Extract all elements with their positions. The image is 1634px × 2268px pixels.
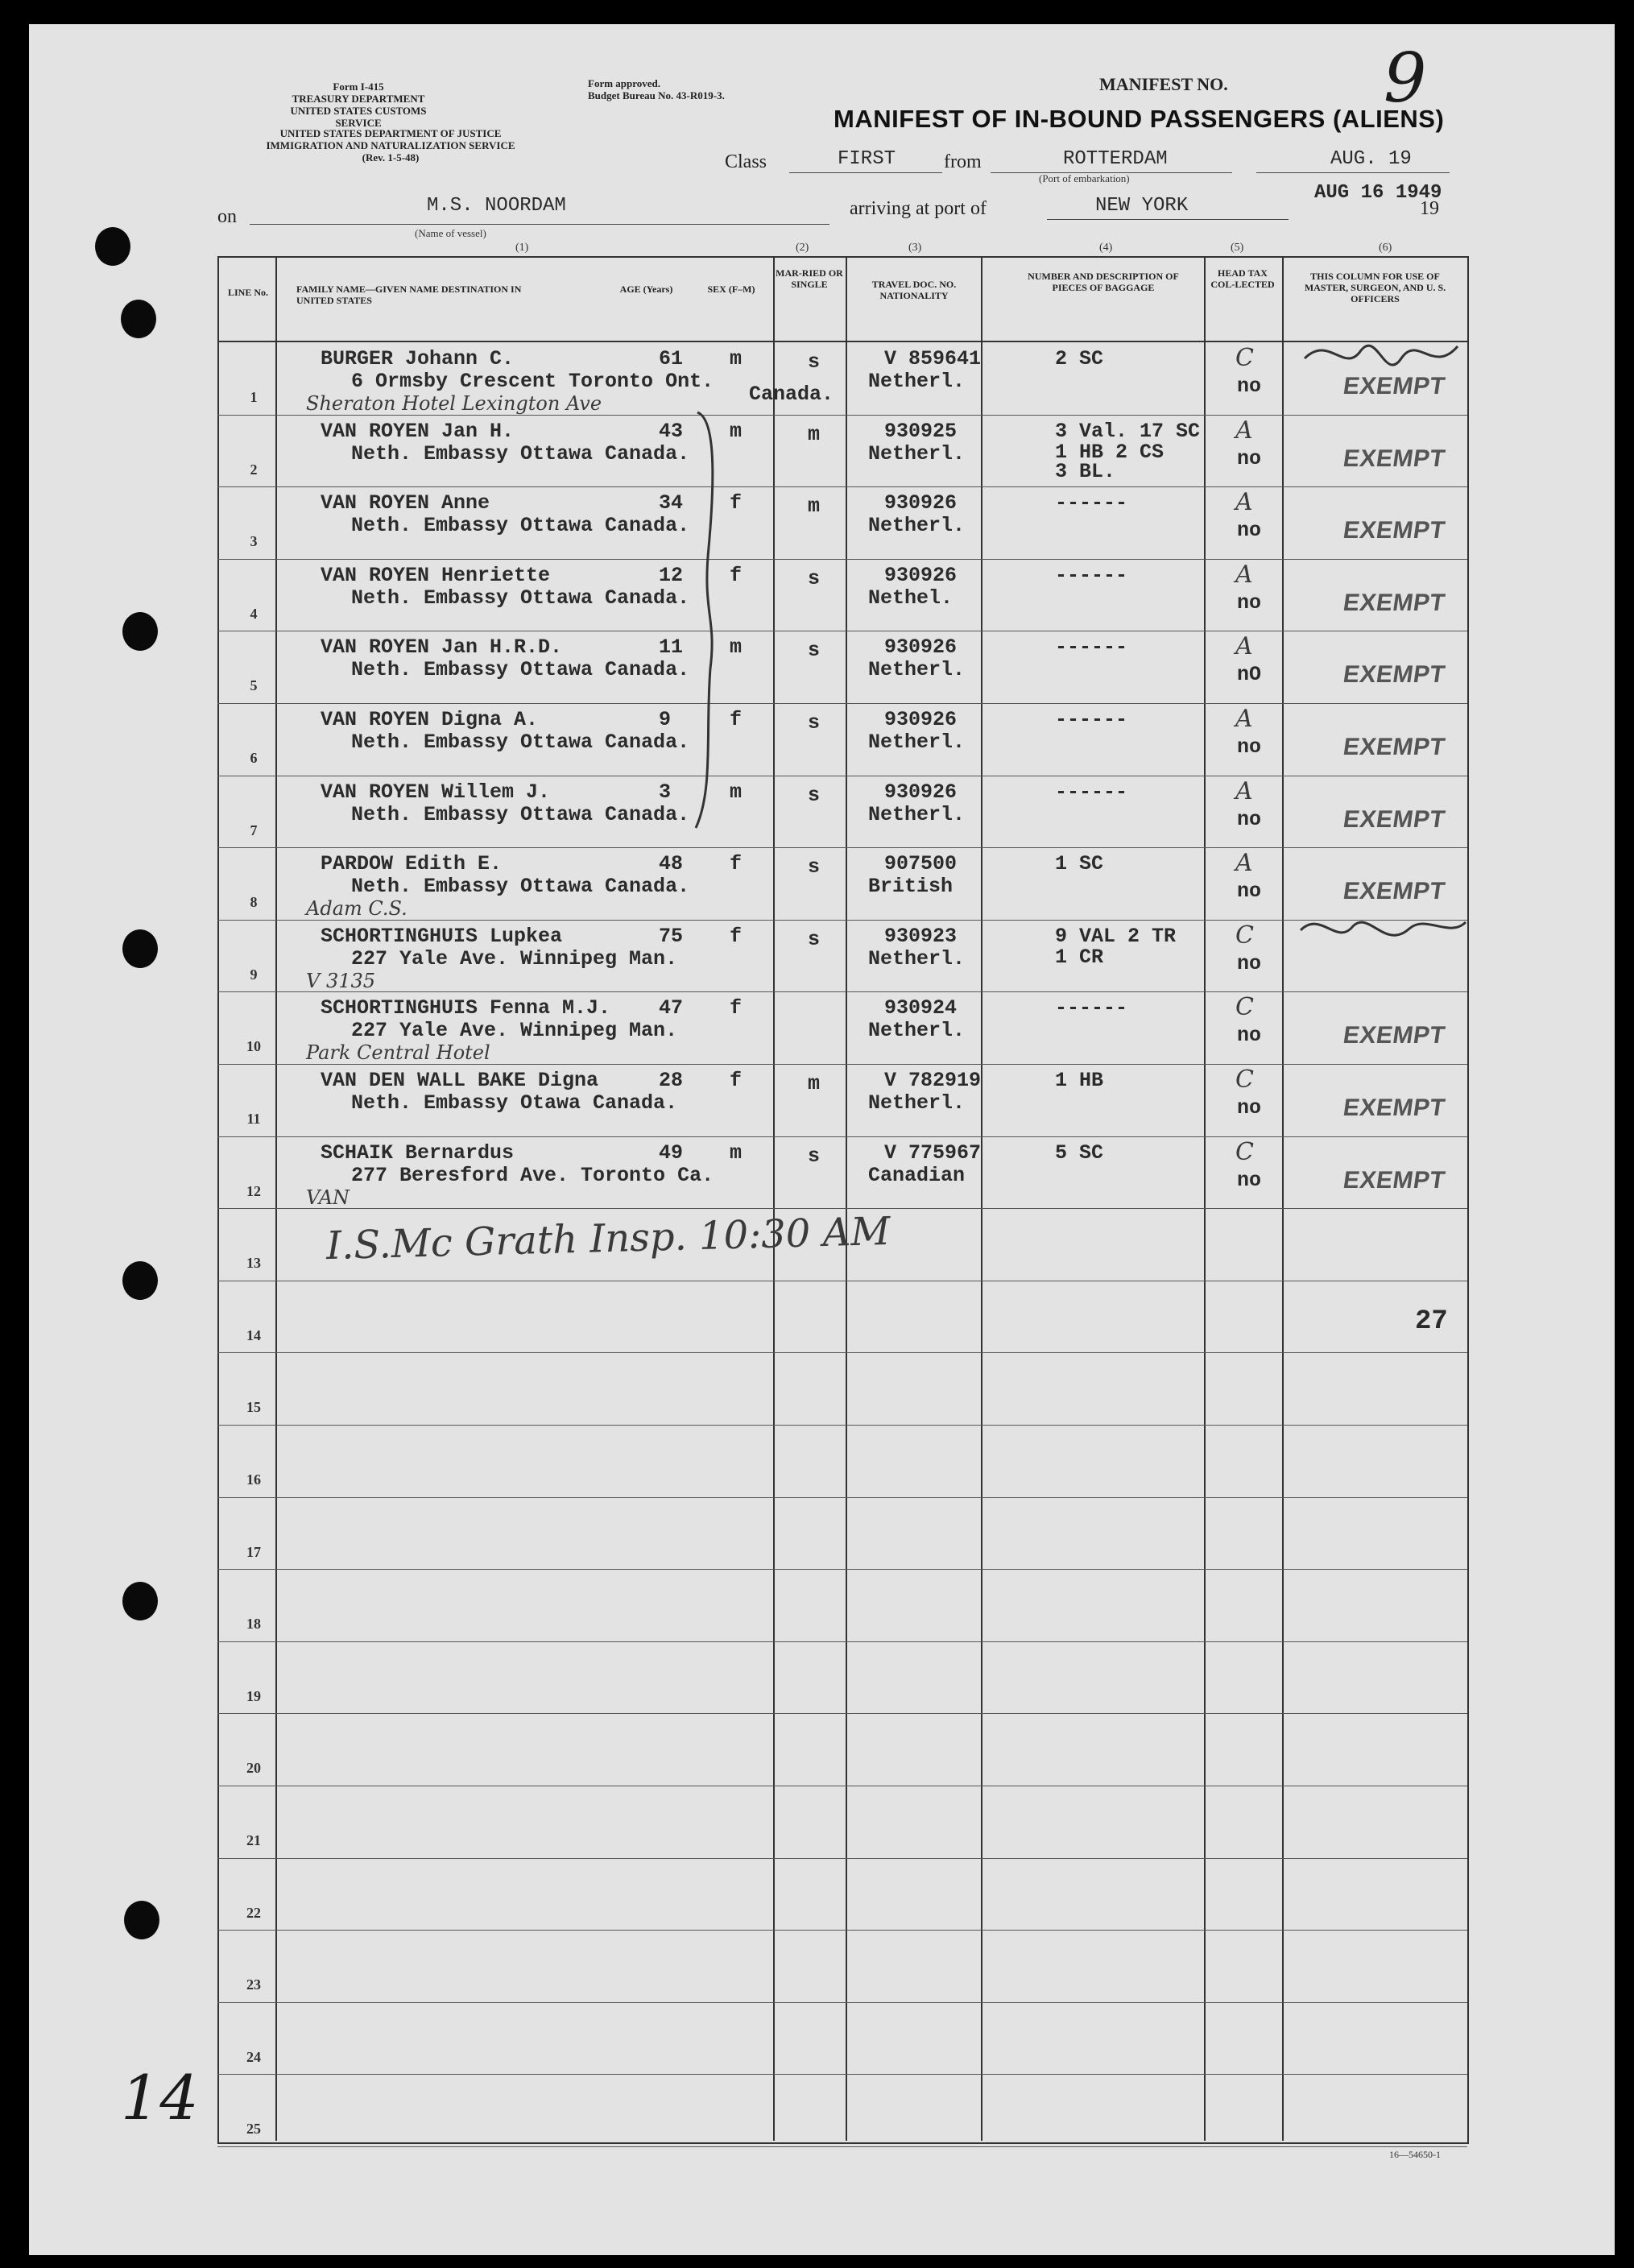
row-divider xyxy=(217,991,1467,992)
passenger-name: VAN ROYEN Jan H. xyxy=(321,419,515,443)
passenger-marital: s xyxy=(808,1144,821,1168)
line-number: 20 xyxy=(246,1760,261,1777)
handwritten-note: VAN xyxy=(306,1186,350,1209)
class-value: FIRST xyxy=(838,148,896,170)
on-label: on xyxy=(217,206,237,227)
col-number: (5) xyxy=(1231,242,1244,254)
travel-doc: 930926 xyxy=(884,635,958,660)
baggage-line-3: 3 BL. xyxy=(1055,459,1116,483)
nationality: Netherl. xyxy=(868,370,966,393)
passenger-table xyxy=(217,256,1469,2144)
line-number: 14 xyxy=(246,1326,261,1343)
row-divider xyxy=(217,1208,1467,1209)
passenger-destination: 277 Beresford Ave. Toronto Ca. xyxy=(351,1163,714,1187)
passenger-marital: m xyxy=(808,422,821,446)
manifest-no-value: 9 xyxy=(1384,39,1427,118)
exempt-stamp: EXEMPT xyxy=(1341,878,1447,905)
head-tax-code: A xyxy=(1235,560,1253,589)
head-tax-collected: nO xyxy=(1237,663,1262,687)
line-number: 16 xyxy=(246,1471,261,1488)
col-number: (4) xyxy=(1099,242,1113,254)
line-number: 9 xyxy=(250,966,258,983)
nationality: Netherl. xyxy=(868,514,966,538)
passenger-sex: f xyxy=(730,1069,743,1092)
exempt-stamp: EXEMPT xyxy=(1341,373,1447,399)
row-divider xyxy=(217,1569,1467,1570)
row-divider xyxy=(217,1858,1467,1859)
port-embark-note: (Port of embarkation) xyxy=(1039,172,1130,184)
treasury-dept: TREASURY DEPARTMENT xyxy=(292,93,425,105)
baggage-line-2: 1 CR xyxy=(1055,945,1104,969)
approval-block xyxy=(588,77,781,101)
nationality: Netherl. xyxy=(868,1019,966,1043)
col-headtax: HEAD TAX COL-LECTED xyxy=(1210,267,1275,290)
passenger-marital: s xyxy=(808,639,821,663)
passenger-name: VAN ROYEN Henriette xyxy=(321,563,551,587)
signature-scribble xyxy=(1297,326,1474,399)
passenger-sex: m xyxy=(730,419,743,443)
line-number: 1 xyxy=(250,389,258,405)
passenger-sex: f xyxy=(730,708,743,731)
passenger-age: 49 xyxy=(659,1140,684,1165)
exempt-stamp: EXEMPT xyxy=(1341,1022,1447,1049)
baggage: ------ xyxy=(1055,780,1128,804)
binder-hole xyxy=(121,300,156,338)
passenger-marital: s xyxy=(808,927,821,951)
line-number: 13 xyxy=(246,1255,261,1272)
passenger-name: VAN DEN WALL BAKE Digna xyxy=(321,1069,599,1092)
row-divider xyxy=(217,1497,1467,1498)
signature-stroke xyxy=(1301,922,1466,935)
handwritten-note: Adam C.S. xyxy=(306,897,407,921)
travel-doc: 907500 xyxy=(884,852,958,876)
passenger-sex: m xyxy=(730,1140,743,1165)
manifest-title: MANIFEST OF IN-BOUND PASSENGERS (ALIENS) xyxy=(834,105,1445,133)
passenger-name: SCHAIK Bernardus xyxy=(321,1140,515,1165)
customs-service: UNITED STATES CUSTOMS SERVICE xyxy=(290,105,427,129)
head-tax-collected: no xyxy=(1237,375,1262,398)
passenger-sex: m xyxy=(730,635,743,660)
travel-doc: 930926 xyxy=(884,491,958,515)
baggage: 3 Val. 17 SC xyxy=(1055,419,1201,443)
class-label: Class xyxy=(725,151,767,172)
arriving-label: arriving at port of xyxy=(850,198,987,219)
binder-hole xyxy=(122,1261,158,1300)
line-number: 11 xyxy=(246,1111,261,1127)
row-divider xyxy=(217,2074,1467,2075)
row-divider xyxy=(217,847,1467,848)
row-divider xyxy=(217,2002,1467,2003)
exempt-stamp: EXEMPT xyxy=(1341,734,1447,760)
date-stamp: AUG 16 1949 xyxy=(1314,182,1442,204)
head-tax-code: C xyxy=(1235,921,1254,950)
head-tax-collected: no xyxy=(1237,735,1262,759)
head-tax-collected: no xyxy=(1237,879,1262,904)
passenger-age: 75 xyxy=(659,924,684,948)
line-number: 25 xyxy=(246,2121,261,2138)
footer-code: 16—54650-1 xyxy=(1389,2149,1441,2160)
nationality: Netherl. xyxy=(868,802,966,826)
line-number: 17 xyxy=(246,1543,261,1560)
head-tax-collected: no xyxy=(1237,1024,1262,1048)
line-number: 4 xyxy=(250,605,258,622)
travel-doc: 930925 xyxy=(884,419,958,443)
from-label: from xyxy=(944,151,982,172)
nationality: British xyxy=(868,875,954,899)
passenger-destination-2: Canada. xyxy=(749,383,834,406)
binder-hole xyxy=(122,1582,158,1620)
justice-block xyxy=(209,127,572,163)
passenger-destination: 6 Ormsby Crescent Toronto Ont. xyxy=(351,370,714,393)
bracket-line xyxy=(696,412,713,828)
nationality: Netherl. xyxy=(868,730,966,754)
passenger-marital: s xyxy=(808,783,821,807)
handwritten-note: Park Central Hotel xyxy=(306,1041,490,1065)
baggage: 9 VAL 2 TR xyxy=(1055,924,1177,948)
travel-doc: 930926 xyxy=(884,708,958,731)
passenger-name: SCHORTINGHUIS Fenna M.J. xyxy=(321,996,611,1020)
nationality: Netherl. xyxy=(868,1091,966,1115)
exempt-stamp: EXEMPT xyxy=(1341,805,1447,833)
col-married: MAR-RIED OR SINGLE xyxy=(776,267,843,290)
exempt-stamp: EXEMPT xyxy=(1341,445,1447,472)
baggage-line-2: 1 HB 2 CS xyxy=(1055,440,1164,464)
passenger-name: VAN ROYEN Digna A. xyxy=(321,708,539,731)
line-number: 10 xyxy=(246,1038,261,1055)
passenger-destination: Neth. Embassy Ottawa Canada. xyxy=(351,875,690,899)
binder-hole xyxy=(124,1901,159,1939)
travel-doc: 930923 xyxy=(884,924,958,948)
passenger-age: 11 xyxy=(659,635,684,660)
passenger-destination: 227 Yale Ave. Winnipeg Man. xyxy=(351,946,678,971)
head-tax-code: A xyxy=(1235,776,1253,805)
row-divider xyxy=(217,2146,1467,2147)
travel-doc: 930926 xyxy=(884,563,958,587)
baggage: ------ xyxy=(1055,563,1128,587)
col-officers: THIS COLUMN FOR USE OF MASTER, SURGEON, AND U. S. OFFICERS xyxy=(1304,271,1446,304)
nationality: Nethel. xyxy=(868,586,954,610)
col-number: (3) xyxy=(908,242,922,254)
handwritten-note: V 3135 xyxy=(306,969,376,992)
line-number: 22 xyxy=(246,1904,261,1921)
col-number: (1) xyxy=(515,242,529,254)
travel-doc: V 775967 xyxy=(884,1140,982,1165)
passenger-destination: Neth. Embassy Ottawa Canada. xyxy=(351,658,690,682)
baggage: ------ xyxy=(1055,491,1128,515)
year-suffix: 19 xyxy=(1420,198,1439,219)
passenger-marital: m xyxy=(808,1072,821,1095)
exempt-stamp: EXEMPT xyxy=(1341,589,1447,616)
exempt-stamp: EXEMPT xyxy=(1341,517,1447,544)
passenger-sex: f xyxy=(730,491,743,515)
arriving-port: NEW YORK xyxy=(1095,195,1189,217)
head-tax-collected: no xyxy=(1237,519,1262,543)
line-number: 2 xyxy=(250,461,258,478)
line-number: 21 xyxy=(246,1832,261,1848)
passenger-marital: s xyxy=(808,350,821,374)
passenger-name: BURGER Johann C. xyxy=(321,347,515,370)
row-divider xyxy=(217,1425,1467,1426)
nationality: Netherl. xyxy=(868,946,966,971)
passenger-destination: Neth. Embassy Ottawa Canada. xyxy=(351,730,690,754)
col-line-no: LINE No. xyxy=(227,287,268,298)
line-number: 8 xyxy=(250,894,258,911)
budget-bureau: Budget Bureau No. 43-R019-3. xyxy=(588,89,725,101)
exempt-stamp: EXEMPT xyxy=(1341,1166,1447,1194)
passenger-marital: s xyxy=(808,711,821,735)
passenger-age: 43 xyxy=(659,419,684,443)
row-divider xyxy=(217,1641,1467,1642)
passenger-name: VAN ROYEN Willem J. xyxy=(321,780,551,804)
passenger-destination: Neth. Embassy Ottawa Canada. xyxy=(351,802,690,826)
travel-doc: 930926 xyxy=(884,780,958,804)
line-number: 5 xyxy=(250,677,258,694)
handwritten-note: Sheraton Hotel Lexington Ave xyxy=(306,392,602,415)
row-divider xyxy=(217,1352,1467,1353)
passenger-age: 28 xyxy=(659,1069,684,1092)
passenger-age: 34 xyxy=(659,491,684,515)
passenger-marital: m xyxy=(808,495,821,519)
travel-doc: 930924 xyxy=(884,996,958,1020)
from-value: ROTTERDAM xyxy=(1063,148,1168,170)
treasury-block xyxy=(278,81,439,129)
head-tax-collected: no xyxy=(1237,1096,1262,1120)
line-number: 23 xyxy=(246,1976,261,1993)
col-baggage: NUMBER AND DESCRIPTION OF PIECES OF BAGGAGE xyxy=(1028,271,1179,293)
head-tax-code: A xyxy=(1235,416,1253,445)
manifest-no-label: MANIFEST NO. xyxy=(1099,74,1228,94)
head-tax-collected: no xyxy=(1237,951,1262,975)
justice-dept: UNITED STATES DEPARTMENT OF JUSTICE xyxy=(279,127,502,139)
col-sex: SEX (F–M) xyxy=(707,284,755,295)
exempt-stamp: EXEMPT xyxy=(1341,661,1447,689)
passenger-destination: Neth. Embassy Ottawa Canada. xyxy=(351,586,690,610)
line-number: 6 xyxy=(250,750,258,766)
binder-hole xyxy=(122,929,158,968)
page-total: 27 xyxy=(1415,1306,1448,1337)
passenger-marital: s xyxy=(808,855,821,879)
passenger-name: SCHORTINGHUIS Lupkea xyxy=(321,924,563,948)
passenger-destination: Neth. Embassy Ottawa Canada. xyxy=(351,514,690,538)
binder-hole xyxy=(95,227,130,266)
baggage: 5 SC xyxy=(1055,1140,1104,1165)
head-tax-code: C xyxy=(1235,344,1254,372)
passenger-age: 47 xyxy=(659,996,684,1020)
passenger-name: VAN ROYEN Jan H.R.D. xyxy=(321,635,563,660)
travel-doc: V 782919 xyxy=(884,1069,982,1092)
col-number: (2) xyxy=(796,242,809,254)
head-tax-code: A xyxy=(1235,849,1253,878)
inspector-note: I.S.Mc Grath Insp. 10:30 AM xyxy=(325,1208,891,1269)
head-tax-collected: no xyxy=(1237,446,1262,470)
family-bracket xyxy=(691,411,723,830)
passenger-age: 12 xyxy=(659,563,684,587)
row-divider xyxy=(217,1930,1467,1931)
baggage: 1 SC xyxy=(1055,852,1104,876)
nationality: Netherl. xyxy=(868,658,966,682)
line-number: 12 xyxy=(246,1182,261,1199)
form-approved: Form approved. xyxy=(588,77,661,89)
binder-hole xyxy=(122,612,158,651)
head-tax-collected: no xyxy=(1237,807,1262,831)
head-tax-code: A xyxy=(1235,705,1253,733)
col-number: (6) xyxy=(1379,242,1392,254)
passenger-sex: f xyxy=(730,924,743,948)
passenger-destination: Neth. Embassy Ottawa Canada. xyxy=(351,441,690,466)
passenger-sex: f xyxy=(730,852,743,876)
col-age: AGE (Years) xyxy=(619,284,673,295)
line-number: 3 xyxy=(250,533,258,550)
row-divider xyxy=(217,1136,1467,1137)
head-tax-code: C xyxy=(1235,993,1254,1022)
date-value: AUG. 19 xyxy=(1330,148,1412,170)
row-divider xyxy=(217,703,1467,704)
passenger-age: 3 xyxy=(659,780,672,804)
passenger-name: VAN ROYEN Anne xyxy=(321,491,490,515)
passenger-age: 48 xyxy=(659,852,684,876)
passenger-name: PARDOW Edith E. xyxy=(321,852,503,876)
head-tax-collected: no xyxy=(1237,590,1262,615)
vessel-note: (Name of vessel) xyxy=(415,227,486,239)
col-name: FAMILY NAME—GIVEN NAME DESTINATION IN UNITED STATES xyxy=(296,284,522,306)
passenger-age: 61 xyxy=(659,347,684,370)
baggage: 2 SC xyxy=(1055,347,1104,370)
passenger-marital: s xyxy=(808,566,821,590)
vessel-name: M.S. NOORDAM xyxy=(427,195,566,217)
passenger-sex: f xyxy=(730,563,743,587)
signature-scribble xyxy=(1297,906,1474,971)
passenger-age: 9 xyxy=(659,708,672,731)
passenger-sex: f xyxy=(730,996,743,1020)
immigration-service: IMMIGRATION AND NATURALIZATION SERVICE xyxy=(266,139,515,151)
head-tax-collected: no xyxy=(1237,1168,1262,1192)
line-number: 7 xyxy=(250,822,258,838)
row-divider xyxy=(217,486,1467,487)
col-travel: TRAVEL DOC. NO. NATIONALITY xyxy=(871,279,957,301)
baggage: ------ xyxy=(1055,635,1128,660)
baggage: ------ xyxy=(1055,708,1128,731)
left-margin-mark: 14 xyxy=(121,2062,199,2133)
line-number: 24 xyxy=(246,2048,261,2065)
passenger-destination: Neth. Embassy Otawa Canada. xyxy=(351,1091,678,1115)
passenger-destination: 227 Yale Ave. Winnipeg Man. xyxy=(351,1019,678,1043)
row-divider xyxy=(217,559,1467,560)
baggage: ------ xyxy=(1055,996,1128,1020)
nationality: Netherl. xyxy=(868,441,966,466)
passenger-sex: m xyxy=(730,780,743,804)
head-tax-code: C xyxy=(1235,1066,1254,1094)
revision: (Rev. 1-5-48) xyxy=(362,151,420,163)
head-tax-code: A xyxy=(1235,488,1253,517)
line-number: 15 xyxy=(246,1399,261,1416)
passenger-sex: m xyxy=(730,347,743,370)
baggage: 1 HB xyxy=(1055,1069,1104,1092)
nationality: Canadian xyxy=(868,1163,966,1187)
line-number: 18 xyxy=(246,1616,261,1633)
row-divider xyxy=(217,1713,1467,1714)
line-number: 19 xyxy=(246,1687,261,1704)
exempt-stamp: EXEMPT xyxy=(1341,1095,1447,1121)
travel-doc: V 859641 xyxy=(884,347,982,370)
head-tax-code: A xyxy=(1235,632,1253,661)
form-number: Form I-415 xyxy=(333,81,384,93)
signature-stroke xyxy=(1305,346,1458,365)
head-tax-code: C xyxy=(1235,1137,1254,1166)
